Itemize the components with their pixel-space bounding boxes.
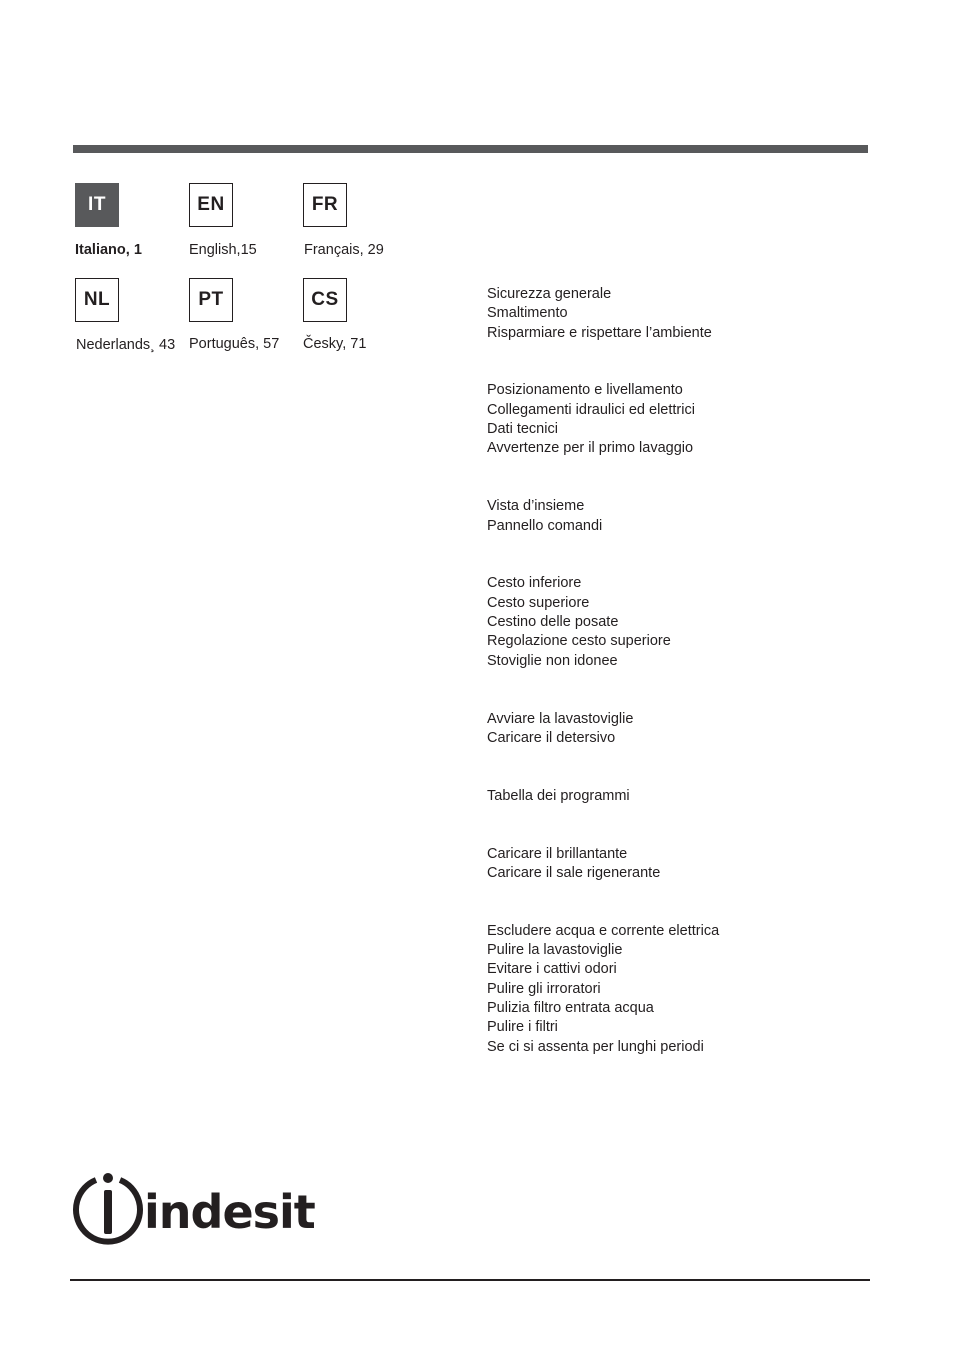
toc-item[interactable]: Avviare la lavastoviglie xyxy=(487,710,634,727)
lang-box-pt[interactable] xyxy=(189,278,233,322)
toc-item[interactable]: Stoviglie non idonee xyxy=(487,652,618,669)
indesit-logo-icon xyxy=(72,1170,352,1246)
toc-item[interactable]: Cestino delle posate xyxy=(487,614,619,631)
lang-code: FR xyxy=(311,194,339,215)
lang-code: EN xyxy=(197,194,225,215)
toc-item[interactable]: Vista d’insieme xyxy=(487,498,585,515)
toc-item[interactable]: Pulire i filtri xyxy=(487,1019,558,1036)
toc-section xyxy=(487,710,887,749)
toc-item[interactable]: Pulire gli irroratori xyxy=(487,980,601,997)
lang-label-nl[interactable]: Nederlands¸ 43 xyxy=(76,337,176,353)
toc-item[interactable]: Sicurezza generale xyxy=(487,286,612,302)
toc-item[interactable]: Smaltimento xyxy=(487,305,568,322)
toc-item[interactable]: Escludere acqua e corrente elettrica xyxy=(487,922,720,939)
toc-section xyxy=(487,381,887,458)
toc-item[interactable]: Collegamenti idraulici ed elettrici xyxy=(487,401,695,418)
toc-item[interactable]: Caricare il brillantante xyxy=(487,845,628,862)
lang-label-cs[interactable]: Česky, 71 xyxy=(303,336,367,352)
lang-box-cs[interactable] xyxy=(303,278,347,322)
toc-item[interactable]: Regolazione cesto superiore xyxy=(487,633,671,650)
lang-label-en[interactable]: English,15 xyxy=(189,242,257,258)
toc-item[interactable]: Cesto inferiore xyxy=(487,575,582,592)
toc-item[interactable]: Risparmiare e rispettare l’ambiente xyxy=(487,324,712,341)
toc-section xyxy=(487,845,887,884)
toc-item[interactable]: Caricare il sale rigenerante xyxy=(487,864,661,881)
toc-item[interactable]: Dati tecnici xyxy=(487,421,558,438)
lang-label-pt[interactable]: Português, 57 xyxy=(189,336,280,352)
lang-label-it[interactable]: Italiano, 1 xyxy=(75,242,142,258)
toc-item[interactable]: Cesto superiore xyxy=(487,594,590,611)
toc-item[interactable]: Avvertenze per il primo lavaggio xyxy=(487,440,694,457)
lang-box-nl[interactable] xyxy=(75,278,119,322)
toc-item[interactable]: Posizionamento e livellamento xyxy=(487,382,683,399)
lang-box-fr[interactable] xyxy=(303,183,347,227)
toc-item[interactable]: Evitare i cattivi odori xyxy=(487,961,617,978)
lang-box-it[interactable] xyxy=(75,183,119,227)
toc-section xyxy=(487,787,887,806)
lang-code: IT xyxy=(88,194,106,215)
toc-item[interactable]: Pulizia filtro entrata acqua xyxy=(487,999,654,1016)
lang-code: CS xyxy=(311,289,339,310)
brand-wordmark: indesit xyxy=(144,1185,315,1239)
bottom-rule xyxy=(70,1279,870,1281)
toc-section xyxy=(487,574,887,670)
toc-section xyxy=(487,497,887,536)
toc-item[interactable]: Se ci si assenta per lunghi periodi xyxy=(487,1038,704,1055)
lang-box-en[interactable] xyxy=(189,183,233,227)
lang-code: PT xyxy=(198,289,224,310)
toc-item[interactable]: Pannello comandi xyxy=(487,517,603,534)
toc-section xyxy=(487,922,887,1057)
toc-section xyxy=(487,285,887,343)
toc-item[interactable]: Tabella dei programmi xyxy=(487,787,630,804)
brand-logo xyxy=(72,1170,352,1251)
table-of-contents xyxy=(487,285,887,1095)
lang-label-fr[interactable]: Français, 29 xyxy=(304,242,384,258)
toc-item[interactable]: Caricare il detersivo xyxy=(487,729,616,746)
top-bar xyxy=(73,145,868,153)
lang-code: NL xyxy=(83,289,111,310)
toc-item[interactable]: Pulire la lavastoviglie xyxy=(487,942,623,959)
